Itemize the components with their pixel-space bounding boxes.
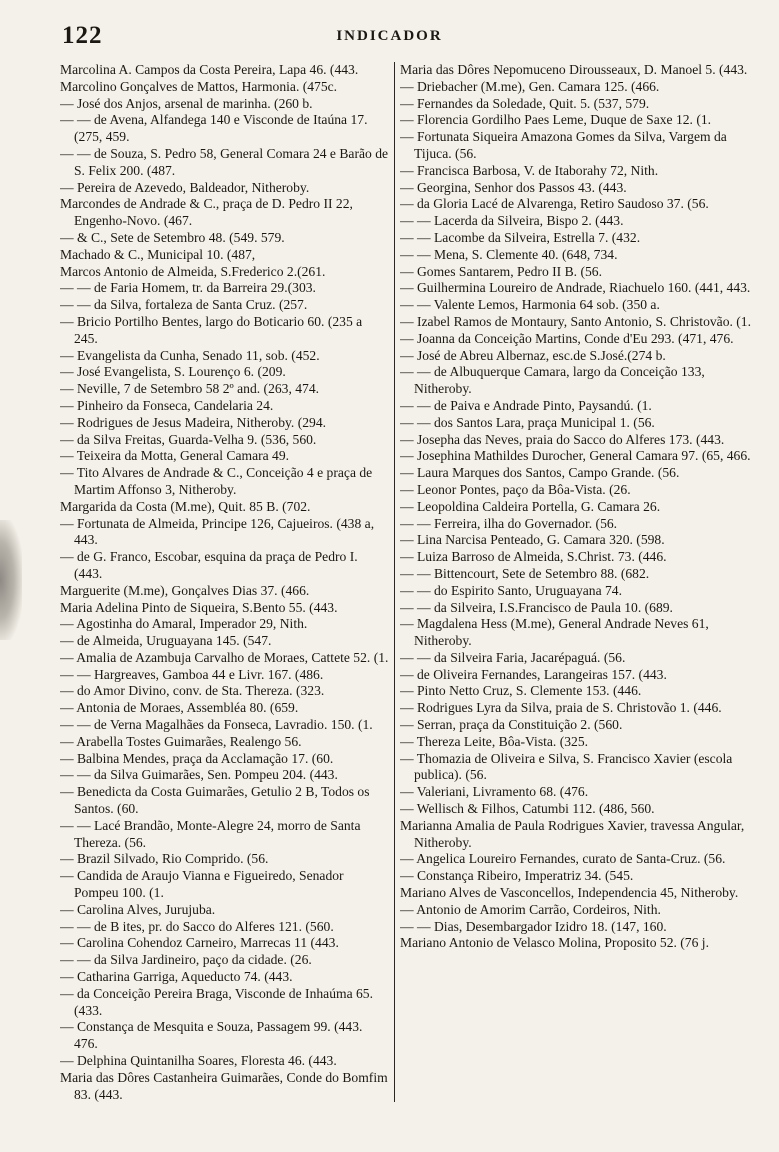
directory-entry: Maria das Dôres Nepomuceno Dirousseaux, D. Manoel 5. (443. [400,62,748,77]
directory-entry: — Agostinha do Amaral, Imperador 29, Nith. [60,616,308,632]
directory-entry: — da Gloria Lacé de Alvarenga, Retiro Saudoso 37. (56. [400,196,709,212]
directory-entry: Marcos Antonio de Almeida, S.Frederico 2.(261. [60,263,326,279]
directory-entry: Mariano Alves de Vasconcellos, Independencia 45, Nitheroby. [400,885,739,901]
directory-entry: — — Bittencourt, Sete de Setembro 88. (682. [400,565,650,581]
directory-entry: — — Mena, S. Clemente 40. (648, 734. [400,246,618,262]
directory-entry: — Thomazia de Oliveira e Silva, S. Francisco Xavier (escola publica). (56. [400,750,733,783]
directory-entry: — & C., Sete de Setembro 48. (549. 579. [60,229,285,245]
directory-entry: — — Valente Lemos, Harmonia 64 sob. (350 a. [400,297,660,313]
directory-entry: — Rodrigues Lyra da Silva, praia de S. Christovão 1. (446. [400,700,722,716]
right-column [400,62,756,952]
directory-entry: — Driebacher (M.me), Gen. Camara 125. (466. [400,78,660,94]
directory-entry: — Carolina Alves, Jurujuba. [60,901,216,917]
directory-entry: — de Oliveira Fernandes, Larangeiras 157. (443. [400,666,667,682]
directory-entry: Marianna Amalia de Paula Rodrigues Xavier, travessa Angular, Nitheroby. [400,817,745,850]
directory-entry: — José Evangelista, S. Lourenço 6. (209. [60,364,286,380]
directory-entry: — do Amor Divino, conv. de Sta. Thereza. (323. [60,683,325,699]
directory-entry: Mariano Antonio de Velasco Molina, Proposito 52. (76 j. [400,935,709,951]
directory-entry: — Pereira de Azevedo, Baldeador, Nitheroby. [60,179,310,195]
directory-entry: — — de Paiva e Andrade Pinto, Paysandú. (1. [400,397,652,413]
directory-entry: — — de Avena, Alfandega 140 e Visconde de Itaúna 17. (275, 459. [60,112,368,145]
directory-entry: — Constança Ribeiro, Imperatriz 34. (545. [400,868,634,884]
directory-entry: — Tito Alvares de Andrade & C., Conceição 4 e praça de Martim Affonso 3, Nitheroby. [60,465,373,497]
directory-entry: — Wellisch & Filhos, Catumbi 112. (486, 560. [400,801,655,817]
directory-entry: — Florencia Gordilho Paes Leme, Duque de Saxe 12. (1. [400,112,712,128]
directory-entry: — — do Espirito Santo, Uruguayana 74. [400,582,623,598]
directory-entry: — Josephina Mathildes Durocher, General Camara 97. (65, 466. [400,448,751,464]
directory-entry: — — de Souza, S. Pedro 58, General Comara 24 e Barão de S. Felix 200. (487. [60,145,389,178]
directory-entry: — Pinheiro da Fonseca, Candelaria 24. [60,397,274,413]
directory-entry: — Valeriani, Livramento 68. (476. [400,784,589,800]
directory-entry: — — de B ites, pr. do Sacco do Alferes 121. (560. [60,918,334,934]
directory-entry: Maria Adelina Pinto de Siqueira, S.Bento 55. (443. [60,599,338,615]
directory-entry: — Antonio de Amorim Carrão, Cordeiros, Nith. [400,901,661,917]
directory-entry: — Angelica Loureiro Fernandes, curato de Santa-Cruz. (56. [400,851,726,867]
directory-entry: Marcolina A. Campos da Costa Pereira, Lapa 46. (443. [60,62,359,77]
directory-entry: — José dos Anjos, arsenal de marinha. (260 b. [60,95,313,111]
directory-entry: — de Almeida, Uruguayana 145. (547. [60,633,272,649]
directory-entry: — Joanna da Conceição Martins, Conde d'Eu 293. (471, 476. [400,330,734,346]
directory-entry: Marguerite (M.me), Gonçalves Dias 37. (466. [60,582,310,598]
directory-entry: — Izabel Ramos de Montaury, Santo Antonio, S. Christovão. (1. [400,313,752,329]
directory-entry: — Fortunata de Almeida, Principe 126, Cajueiros. (438 a, 443. [60,515,375,548]
directory-entry: — Amalia de Azambuja Carvalho de Moraes, Cattete 52. (1. [60,649,389,665]
directory-entry: — Balbina Mendes, praça da Acclamação 17. (60. [60,750,334,766]
directory-entry: — Leopoldina Caldeira Portella, G. Camara 26. [400,498,661,514]
directory-entry: — Serran, praça da Constituição 2. (560. [400,717,623,733]
directory-entry: — Lina Narcisa Penteado, G. Camara 320. (598. [400,532,665,548]
directory-entry: — Magdalena Hess (M.me), General Andrade Neves 61, Nitheroby. [400,616,709,649]
directory-entry: — Luiza Barroso de Almeida, S.Christ. 73. (446. [400,549,667,565]
directory-entry: — — da Silveira Faria, Jacarépaguá. (56. [400,649,626,665]
directory-entry: — Rodrigues de Jesus Madeira, Nitheroby. (294. [60,414,327,430]
directory-entry: — — Hargreaves, Gamboa 44 e Livr. 167. (486. [60,666,324,682]
directory-entry: — Thereza Leite, Bôa-Vista. (325. [400,733,589,749]
directory-entry: — — de Verna Magalhães da Fonseca, Lavradio. 150. (1. [60,717,373,733]
directory-entry: — — de Faria Homem, tr. da Barreira 29.(303. [60,280,316,296]
column-divider [394,62,395,1102]
directory-entry: — — da Silveira, I.S.Francisco de Paula 10. (689. [400,599,673,615]
directory-entry: — Gomes Santarem, Pedro II B. (56. [400,263,602,279]
directory-entry: — Pinto Netto Cruz, S. Clemente 153. (446. [400,683,642,699]
directory-entry: — da Conceição Pereira Braga, Visconde de Inhaúma 65. (433. [60,985,373,1018]
directory-entry: — José de Abreu Albernaz, esc.de S.José.(274 b. [400,347,666,363]
directory-entry: — — de Albuquerque Camara, largo da Conceição 133, Nitheroby. [400,364,705,397]
directory-entry: — Laura Marques dos Santos, Campo Grande. (56. [400,465,680,481]
directory-entry: — Bricio Portilho Bentes, largo do Boticario 60. (235 a 245. [60,313,363,346]
directory-entry: — Arabella Tostes Guimarães, Realengo 56. [60,733,302,749]
directory-entry: — Josepha das Neves, praia do Sacco do Alferes 173. (443. [400,431,725,447]
directory-entry: Marcolino Gonçalves de Mattos, Harmonia. (475c. [60,78,338,94]
directory-entry: — — Dias, Desembargador Izidro 18. (147, 160. [400,918,667,934]
directory-entry: — Candida de Araujo Vianna e Figueiredo, Senador Pompeu 100. (1. [60,868,344,901]
directory-entry: — Evangelista da Cunha, Senado 11, sob. (452. [60,347,320,363]
directory-entry: — Catharina Garriga, Aqueducto 74. (443. [60,969,293,985]
directory-entry: Marcondes de Andrade & C., praça de D. Pedro II 22, Engenho-Novo. (467. [60,196,353,229]
directory-entry: — Constança de Mesquita e Souza, Passagem 99. (443. 476. [60,1019,363,1052]
directory-entry: — Brazil Silvado, Rio Comprido. (56. [60,851,269,867]
page-number: 122 [62,22,103,49]
directory-entry: Machado & C., Municipal 10. (487, [60,246,256,262]
directory-entry: — — da Silva Guimarães, Sen. Pompeu 204. (443. [60,767,338,783]
directory-entry: — — dos Santos Lara, praça Municipal 1. (56. [400,414,655,430]
directory-entry: — Georgina, Senhor dos Passos 43. (443. [400,179,627,195]
directory-entry: — de G. Franco, Escobar, esquina da praça de Pedro I. (443. [60,549,358,581]
directory-entry: — Fernandes da Soledade, Quit. 5. (537, 579. [400,95,650,111]
directory-entry: — — Lacerda da Silveira, Bispo 2. (443. [400,213,624,229]
page-binding-shadow [0,520,22,640]
directory-entry: — Benedicta da Costa Guimarães, Getulio 2 B, Todos os Santos. (60. [60,784,370,817]
directory-entry: Maria das Dôres Castanheira Guimarães, Conde do Bomfim 83. (443. [60,1069,388,1102]
left-column [60,62,389,1103]
directory-entry: — — Lacombe da Silveira, Estrella 7. (432. [400,229,641,245]
directory-entry: — — da Silva, fortaleza de Santa Cruz. (257. [60,297,308,313]
directory-entry: — Guilhermina Loureiro de Andrade, Riachuelo 160. (441, 443. [400,280,751,296]
directory-entry: — — da Silva Jardineiro, paço da cidade. (26. [60,952,312,968]
directory-entry: — Francisca Barbosa, V. de Itaborahy 72, Nith. [400,162,659,178]
directory-entry: Margarida da Costa (M.me), Quit. 85 B. (702. [60,498,311,514]
directory-entry: — da Silva Freitas, Guarda-Velha 9. (536, 560. [60,431,317,447]
directory-entry: — Teixeira da Motta, General Camara 49. [60,448,290,464]
directory-entry: — Carolina Cohendoz Carneiro, Marrecas 11 (443. [60,935,339,951]
directory-entry: — Delphina Quintanilha Soares, Floresta 46. (443. [60,1053,337,1069]
directory-entry: — — Ferreira, ilha do Governador. (56. [400,515,618,531]
directory-entry: — Leonor Pontes, paço da Bôa-Vista. (26. [400,481,631,497]
directory-entry: — Neville, 7 de Setembro 58 2º and. (263, 474. [60,381,320,397]
running-head: INDICADOR [336,28,443,44]
directory-entry: — Fortunata Siqueira Amazona Gomes da Silva, Vargem da Tijuca. (56. [400,129,727,161]
directory-entry: — — Lacé Brandão, Monte-Alegre 24, morro de Santa Thereza. (56. [60,817,361,850]
directory-entry: — Antonia de Moraes, Assembléa 80. (659. [60,700,299,716]
